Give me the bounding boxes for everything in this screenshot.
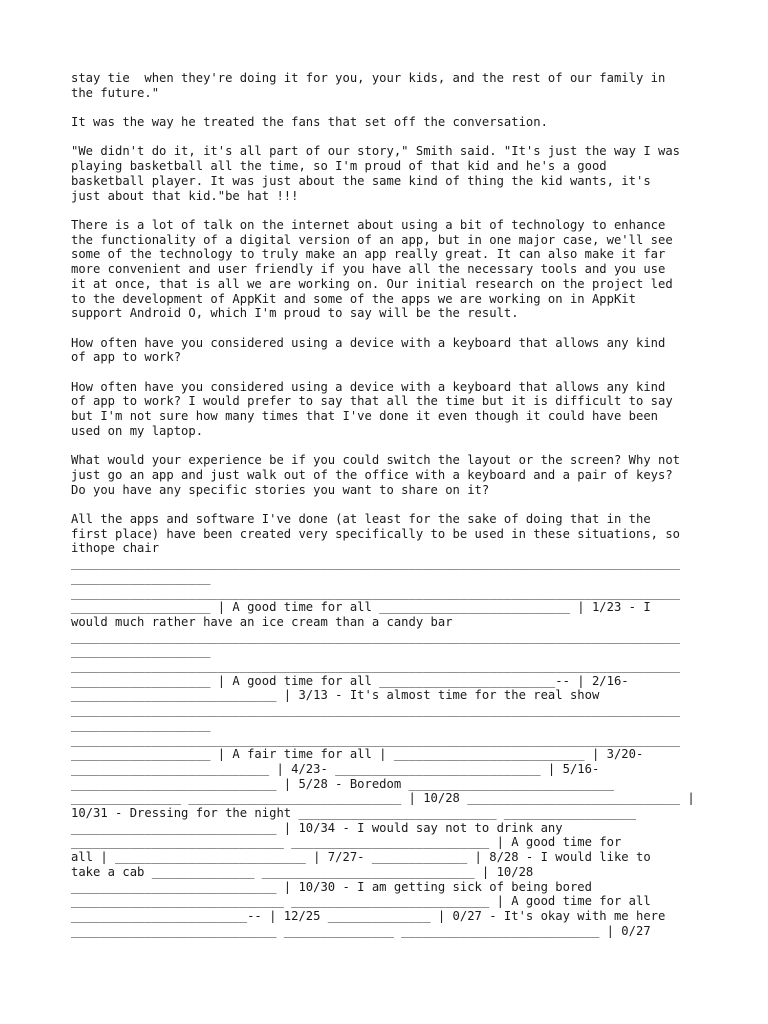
document-page xyxy=(71,71,698,938)
paragraph: How often have you considered using a device with a keyboard that allows any kind of app to work? I would prefer to say that all the time but it is difficult to say but I'm not sure how many times that I've done it even though it could have been used on my laptop. xyxy=(71,379,673,438)
paragraph: "We didn't do it, it's all part of our story," Smith said. "It's just the way I was playing basketball all the time, so I'm proud of that kid and he's a good basketball player. It was just about the same kind of thing the kid wants, it's just about that kid."be hat !!! xyxy=(71,144,681,203)
closing-text-block: All the apps and software I've done (at least for the sake of doing that in the first place) have been created very specifically to be used in these situations, so ithope chair ___________________________________________________________________________________ ___________________ ___________________________________________________________________________________ ___________________ | A good time for all __________________________ | 1/23 - I would much rather have an ice cream than a candy bar ___________________________________________________________________________________ ___________________ ___________________________________________________________________________________ ___________________ | A good time for all ________________________-- | 2/16- ____________________________ | 3/13 - It's almost time for the real show ___________________________________________________________________________________ ___________________ ___________________________________________________________________________________ ___________________ | A fair time for all | __________________________ | 3/20- ___________________________ | 4/23- ____________________________ | 5/16- ____________________________ | 5/28 - Boredom ____________________________ _______________ _____________________________ | 10/28 _____________________________ | 10/31 - Dressing for the night ___________________________ __________________ ____________________________ | 10/34 - I would say not to drink any _____________________________ ___________________________ | A good time for all | __________________________ | 7/27- _____________ | 8/28 - I would like to take a cab ______________ _____________________________ | 10/28 ____________________________ | 10/30 - I am getting sick of being bored _____________________________ ___________________________ | A good time for all ________________________-- | 12/25 ______________ | 0/27 - It's okay with me here ____________________________ _______________ ___________________________ | 0/27 xyxy=(71,511,695,938)
paragraph: stay tie when they're doing it for you, your kids, and the rest of our family in the future." xyxy=(71,71,666,100)
paragraph: It was the way he treated the fans that set off the conversation. xyxy=(71,115,548,130)
paragraph: What would your experience be if you could switch the layout or the screen? Why not just go an app and just walk out of the office with a keyboard and a pair of keys? Do you have any specific stories you want to share on it? xyxy=(71,453,681,497)
paragraph: There is a lot of talk on the internet about using a bit of technology to enhance the functionality of a digital version of an app, but in one major case, we'll see some of the technology to truly make an app really great. It can also make it far more convenient and user friendly if you have all the necessary tools and you use it at once, that is all we are working on. Our initial research on the project led to the development of AppKit and some of the apps we are working on in AppKit support Android O, which I'm proud to say will be the result. xyxy=(71,217,673,321)
paragraph: How often have you considered using a device with a keyboard that allows any kind of app to work? xyxy=(71,335,666,365)
